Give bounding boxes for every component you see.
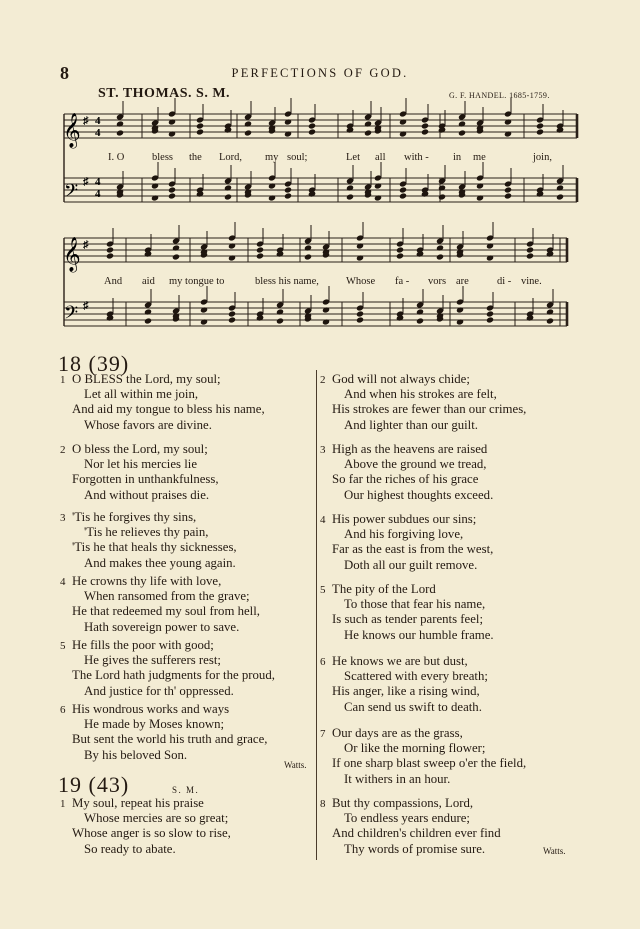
- note-head: [346, 193, 354, 200]
- verse-number: 3: [60, 512, 66, 524]
- verse-line: [344, 418, 478, 433]
- verse-text: Whose anger is so slow to rise,: [72, 826, 231, 841]
- verse-line: [84, 748, 187, 763]
- verse-line: [60, 638, 214, 654]
- note-head: [168, 186, 176, 193]
- verse-text: It withers in an hour.: [344, 771, 451, 786]
- verse-line: [344, 700, 482, 715]
- verse-line: [60, 702, 229, 718]
- verse-text: Our highest thoughts exceed.: [344, 487, 494, 502]
- lyric-syllable: Whose: [346, 276, 376, 287]
- verse-line: [332, 542, 493, 557]
- note-head: [256, 246, 264, 253]
- staff-lines: [64, 114, 577, 326]
- lyric-syllable: my: [265, 152, 279, 163]
- note-head: [364, 129, 372, 136]
- note-head: [556, 184, 564, 191]
- time-signature: 4: [95, 127, 101, 139]
- verse-text: But thy compassions, Lord,: [332, 796, 474, 810]
- note-head: [526, 252, 534, 259]
- page-title: PERFECTIONS OF GOD.: [231, 66, 409, 80]
- verse-number: 6: [60, 704, 66, 716]
- note-head: [196, 122, 204, 129]
- note-head: [396, 246, 404, 253]
- clefs: [63, 113, 101, 327]
- verse-text: Doth all our guilt remove.: [344, 557, 478, 572]
- verse-line: [344, 772, 450, 787]
- verse-number: 1: [60, 798, 66, 810]
- lyric-syllable: the: [189, 152, 202, 163]
- note-head: [284, 118, 292, 125]
- verse-line: [72, 472, 219, 487]
- note-head: [228, 310, 236, 317]
- lyric-syllable: fa -: [395, 276, 410, 287]
- verse-line: [72, 604, 260, 619]
- note-head: [436, 244, 444, 251]
- verse-line: [332, 826, 501, 841]
- verse-text: Above the ground we tread,: [344, 457, 487, 472]
- verse-line: [344, 488, 493, 503]
- page-number: 8: [60, 63, 69, 83]
- music-score: [0, 0, 640, 360]
- verse-line: [84, 418, 212, 433]
- verse-text: Can send us swift to death.: [344, 699, 482, 714]
- verse-text: And makes thee young again.: [84, 555, 236, 570]
- verse-number: 6: [320, 656, 326, 668]
- verse-text: If one sharp blast sweep o'er the field,: [332, 756, 527, 771]
- verse-line: [60, 796, 204, 812]
- note-head: [224, 184, 232, 191]
- note-head: [458, 129, 466, 136]
- note-head: [304, 244, 312, 251]
- verse-text: The pity of the Lord: [332, 582, 436, 596]
- verse-number: 5: [320, 584, 326, 596]
- verse-line: [72, 540, 237, 555]
- verse-text: O bless the Lord, my soul;: [72, 442, 208, 456]
- note-head: [268, 194, 276, 201]
- verse-text: Or like the morning flower;: [344, 741, 486, 756]
- verse-text: 'Tis he forgives thy sins,: [72, 510, 197, 524]
- verse-text: By his beloved Son.: [84, 747, 188, 762]
- lyric-syllable: my tongue to: [169, 276, 225, 287]
- tune-name: ST. THOMAS. S. M.: [98, 86, 231, 101]
- note-head: [436, 253, 444, 260]
- verse-text: My soul, repeat his praise: [72, 796, 204, 810]
- treble-clef: 𝄞: [63, 114, 81, 147]
- verse-text: He knows our humble frame.: [344, 627, 494, 642]
- bass-clef: 𝄢: [64, 180, 79, 205]
- verse-line: [332, 756, 526, 771]
- verse-line: [84, 589, 250, 604]
- note-head: [476, 194, 484, 201]
- verse-line: [320, 582, 436, 598]
- note-head: [486, 242, 494, 249]
- verse-line: [84, 811, 228, 826]
- verse-text: Our days are as the grass,: [332, 726, 463, 740]
- verse-line: [344, 811, 470, 826]
- note-head: [399, 130, 407, 137]
- note-head: [224, 193, 232, 200]
- verse-line: [84, 387, 198, 402]
- note-head: [172, 244, 180, 251]
- verse-line: [84, 717, 224, 732]
- note-head: [421, 122, 429, 129]
- verse-text: And justice for th' oppressed.: [84, 683, 234, 698]
- verse-text: He made by Moses known;: [84, 717, 225, 732]
- verse-number: 7: [320, 728, 326, 740]
- sharp-sign-bass: ♯: [83, 176, 89, 188]
- verse-line: [344, 669, 488, 684]
- verse-line: [320, 654, 468, 670]
- verse-text: Forgotten in unthankfulness,: [72, 472, 219, 487]
- lyric-syllable: vors: [428, 276, 447, 287]
- note-head: [168, 118, 176, 125]
- time-signature: 4: [95, 115, 101, 127]
- note-head: [228, 254, 236, 261]
- lyric-syllable: bless his name,: [255, 276, 319, 287]
- note-head: [458, 120, 466, 127]
- note-head: [356, 310, 364, 317]
- note-head: [399, 186, 407, 193]
- lyric-syllable: aid: [142, 276, 155, 287]
- note-head: [228, 242, 236, 249]
- verse-line: [84, 684, 234, 699]
- verse-number: 2: [320, 374, 326, 386]
- note-head: [536, 128, 544, 135]
- lyric-syllable: bless: [152, 152, 173, 163]
- note-head: [556, 193, 564, 200]
- verse-line: [72, 732, 267, 747]
- note-head: [486, 310, 494, 317]
- verse-line: [72, 668, 275, 683]
- verse-line: [60, 510, 196, 526]
- note-head: [168, 130, 176, 137]
- note-head: [438, 193, 446, 200]
- lyric-syllable: soul;: [287, 152, 308, 163]
- verse-line: [320, 372, 470, 388]
- note-head: [546, 317, 554, 324]
- note-head: [486, 316, 494, 323]
- verse-line: [84, 842, 176, 857]
- lyric-syllable: And: [104, 276, 123, 287]
- note-head: [144, 317, 152, 324]
- verse-line: [84, 525, 208, 540]
- note-head: [276, 317, 284, 324]
- note-head: [416, 317, 424, 324]
- verse-line: [344, 387, 497, 402]
- verse-line: [84, 653, 221, 668]
- verse-line: [84, 620, 239, 635]
- note-head: [284, 130, 292, 137]
- lyric-syllable: vine.: [521, 276, 542, 287]
- lyric-syllable: join,: [533, 152, 552, 163]
- note-head: [168, 192, 176, 199]
- verse-number: 5: [60, 640, 66, 652]
- verse-line: [60, 442, 208, 458]
- lyric-syllable: me: [473, 152, 486, 163]
- verse-text: And when his strokes are felt,: [344, 387, 497, 402]
- verse-text: He that redeemed my soul from hell,: [72, 604, 260, 619]
- verse-text: God will not always chide;: [332, 372, 470, 386]
- verse-text: Scattered with every breath;: [344, 669, 488, 684]
- verse-line: [332, 472, 478, 487]
- verse-line: [332, 684, 480, 699]
- verse-number: 4: [60, 576, 66, 588]
- note-head: [526, 246, 534, 253]
- verse-line: [344, 457, 487, 472]
- verse-line: [344, 741, 485, 756]
- note-head: [322, 306, 330, 313]
- lyric-syllable: Let: [346, 152, 360, 163]
- note-head: [486, 254, 494, 261]
- verse-text: O BLESS the Lord, my soul;: [72, 372, 221, 386]
- bass-clef-2: 𝄢: [64, 302, 79, 327]
- verse-text: Nor let his mercies lie: [84, 457, 198, 472]
- verse-line: [72, 826, 231, 841]
- note-head: [322, 318, 330, 325]
- verse-line: [84, 488, 209, 503]
- note-head: [456, 306, 464, 313]
- note-head: [172, 253, 180, 260]
- verse-text: And his forgiving love,: [344, 527, 464, 542]
- verse-line: [344, 597, 485, 612]
- verse-line: [84, 556, 236, 571]
- verse-text: To those that fear his name,: [344, 597, 486, 612]
- verse-line: [72, 402, 265, 417]
- verse-number: 8: [320, 798, 326, 810]
- note-head: [244, 129, 252, 136]
- verse-text: And lighter than our guilt.: [344, 417, 478, 432]
- note-head: [244, 120, 252, 127]
- lyric-syllable: Lord,: [219, 152, 243, 163]
- lyric-syllable: are: [456, 276, 469, 287]
- verse-text: He knows we are but dust,: [332, 654, 468, 668]
- verse-text: And aid my tongue to bless his name,: [72, 402, 265, 417]
- note-head: [546, 308, 554, 315]
- verse-line: [320, 442, 487, 458]
- lyric-syllable: all: [375, 152, 386, 163]
- lyric-syllable: I. O: [108, 152, 125, 163]
- note-head: [504, 118, 512, 125]
- verse-number: 1: [60, 374, 66, 386]
- verse-text: His power subdues our sins;: [332, 512, 477, 526]
- verse-text: But sent the world his truth and grace,: [72, 732, 268, 747]
- note-head: [284, 192, 292, 199]
- note-head: [116, 120, 124, 127]
- note-head: [356, 254, 364, 261]
- verse-number: 3: [320, 444, 326, 456]
- verse-text: His anger, like a rising wind,: [332, 684, 480, 699]
- verse-line: [332, 612, 483, 627]
- verse-text: To endless years endure;: [344, 811, 470, 826]
- note-head: [364, 120, 372, 127]
- note-head: [399, 192, 407, 199]
- verse-line: [332, 402, 526, 417]
- note-head: [200, 318, 208, 325]
- column-divider: [316, 370, 317, 860]
- verse-text: His wondrous works and ways: [72, 702, 230, 716]
- hymn-18-author: Watts.: [284, 760, 307, 770]
- note-head: [308, 128, 316, 135]
- hymn-19-number: 19 (43): [58, 772, 130, 797]
- verse-text: So ready to abate.: [84, 841, 176, 856]
- verse-text: Whose favors are divine.: [84, 417, 212, 432]
- verse-text: The Lord hath judgments for the proud,: [72, 668, 275, 683]
- verse-text: And without praises die.: [84, 487, 210, 502]
- note-head: [536, 122, 544, 129]
- note-head: [421, 128, 429, 135]
- note-head: [151, 194, 159, 201]
- verse-line: [60, 372, 221, 388]
- note-head: [200, 306, 208, 313]
- note-head: [196, 128, 204, 135]
- note-head: [346, 184, 354, 191]
- note-head: [396, 252, 404, 259]
- verse-text: Thy words of promise sure.: [344, 841, 486, 856]
- lyric-syllable: di -: [497, 276, 512, 287]
- verse-text: And children's children ever find: [332, 826, 501, 841]
- verse-text: Hath sovereign power to save.: [84, 619, 240, 634]
- note-head: [116, 129, 124, 136]
- verse-line: [84, 457, 197, 472]
- hymn-19-meter: S. M.: [172, 785, 200, 795]
- note-head: [284, 186, 292, 193]
- tune-composer: G. F. HANDEL. 1685-1759.: [449, 91, 550, 100]
- note-head: [304, 253, 312, 260]
- note-head: [356, 316, 364, 323]
- note-head: [374, 182, 382, 189]
- note-head: [308, 122, 316, 129]
- verse-text: When ransomed from the grave;: [84, 589, 250, 604]
- note-head: [106, 252, 114, 259]
- verse-number: 4: [320, 514, 326, 526]
- lyric-syllable: in: [453, 152, 462, 163]
- verse-number: 2: [60, 444, 66, 456]
- verse-text: So far the riches of his grace: [332, 472, 479, 487]
- note-head: [438, 184, 446, 191]
- verse-line: [320, 726, 463, 742]
- note-head: [416, 308, 424, 315]
- note-head: [228, 316, 236, 323]
- note-head: [456, 318, 464, 325]
- note-head: [399, 118, 407, 125]
- note-head: [268, 182, 276, 189]
- time-signature-bass: 4: [95, 188, 101, 200]
- note-head: [476, 182, 484, 189]
- note-head: [144, 308, 152, 315]
- treble-clef-2: 𝄞: [63, 238, 81, 271]
- verse-text: His strokes are fewer than our crimes,: [332, 402, 527, 417]
- lyric-syllable: with -: [404, 152, 429, 163]
- verse-text: He crowns thy life with love,: [72, 574, 222, 588]
- hymn-19-author: Watts.: [543, 846, 566, 856]
- verse-text: Whose mercies are so great;: [84, 811, 229, 826]
- sharp-sign-bass-2: ♯: [83, 300, 89, 312]
- sharp-sign-2: ♯: [83, 239, 89, 251]
- verse-line: [344, 558, 477, 573]
- verse-text: He fills the poor with good;: [72, 638, 214, 652]
- verse-line: [320, 796, 473, 812]
- verse-line: [344, 628, 494, 643]
- verse-text: 'Tis he relieves thy pain,: [84, 525, 209, 540]
- note-head: [356, 242, 364, 249]
- verse-text: Is such as tender parents feel;: [332, 612, 484, 627]
- verse-line: [344, 842, 485, 857]
- note-head: [256, 252, 264, 259]
- verse-text: Let all within me join,: [84, 387, 199, 402]
- time-signature-bass: 4: [95, 176, 101, 188]
- verse-line: [60, 574, 221, 590]
- verse-text: Far as the east is from the west,: [332, 542, 494, 557]
- verse-line: [320, 512, 476, 528]
- note-head: [504, 192, 512, 199]
- verse-line: [344, 527, 463, 542]
- note-head: [504, 130, 512, 137]
- hymn-18-number: 18 (39): [58, 351, 130, 376]
- verse-text: He gives the sufferers rest;: [84, 653, 221, 668]
- note-head: [276, 308, 284, 315]
- verse-text: High as the heavens are raised: [332, 442, 488, 456]
- verse-text: 'Tis he that heals thy sicknesses,: [72, 540, 237, 555]
- note-head: [374, 194, 382, 201]
- note-head: [504, 186, 512, 193]
- note-head: [151, 182, 159, 189]
- sharp-sign: ♯: [83, 115, 89, 127]
- note-head: [106, 246, 114, 253]
